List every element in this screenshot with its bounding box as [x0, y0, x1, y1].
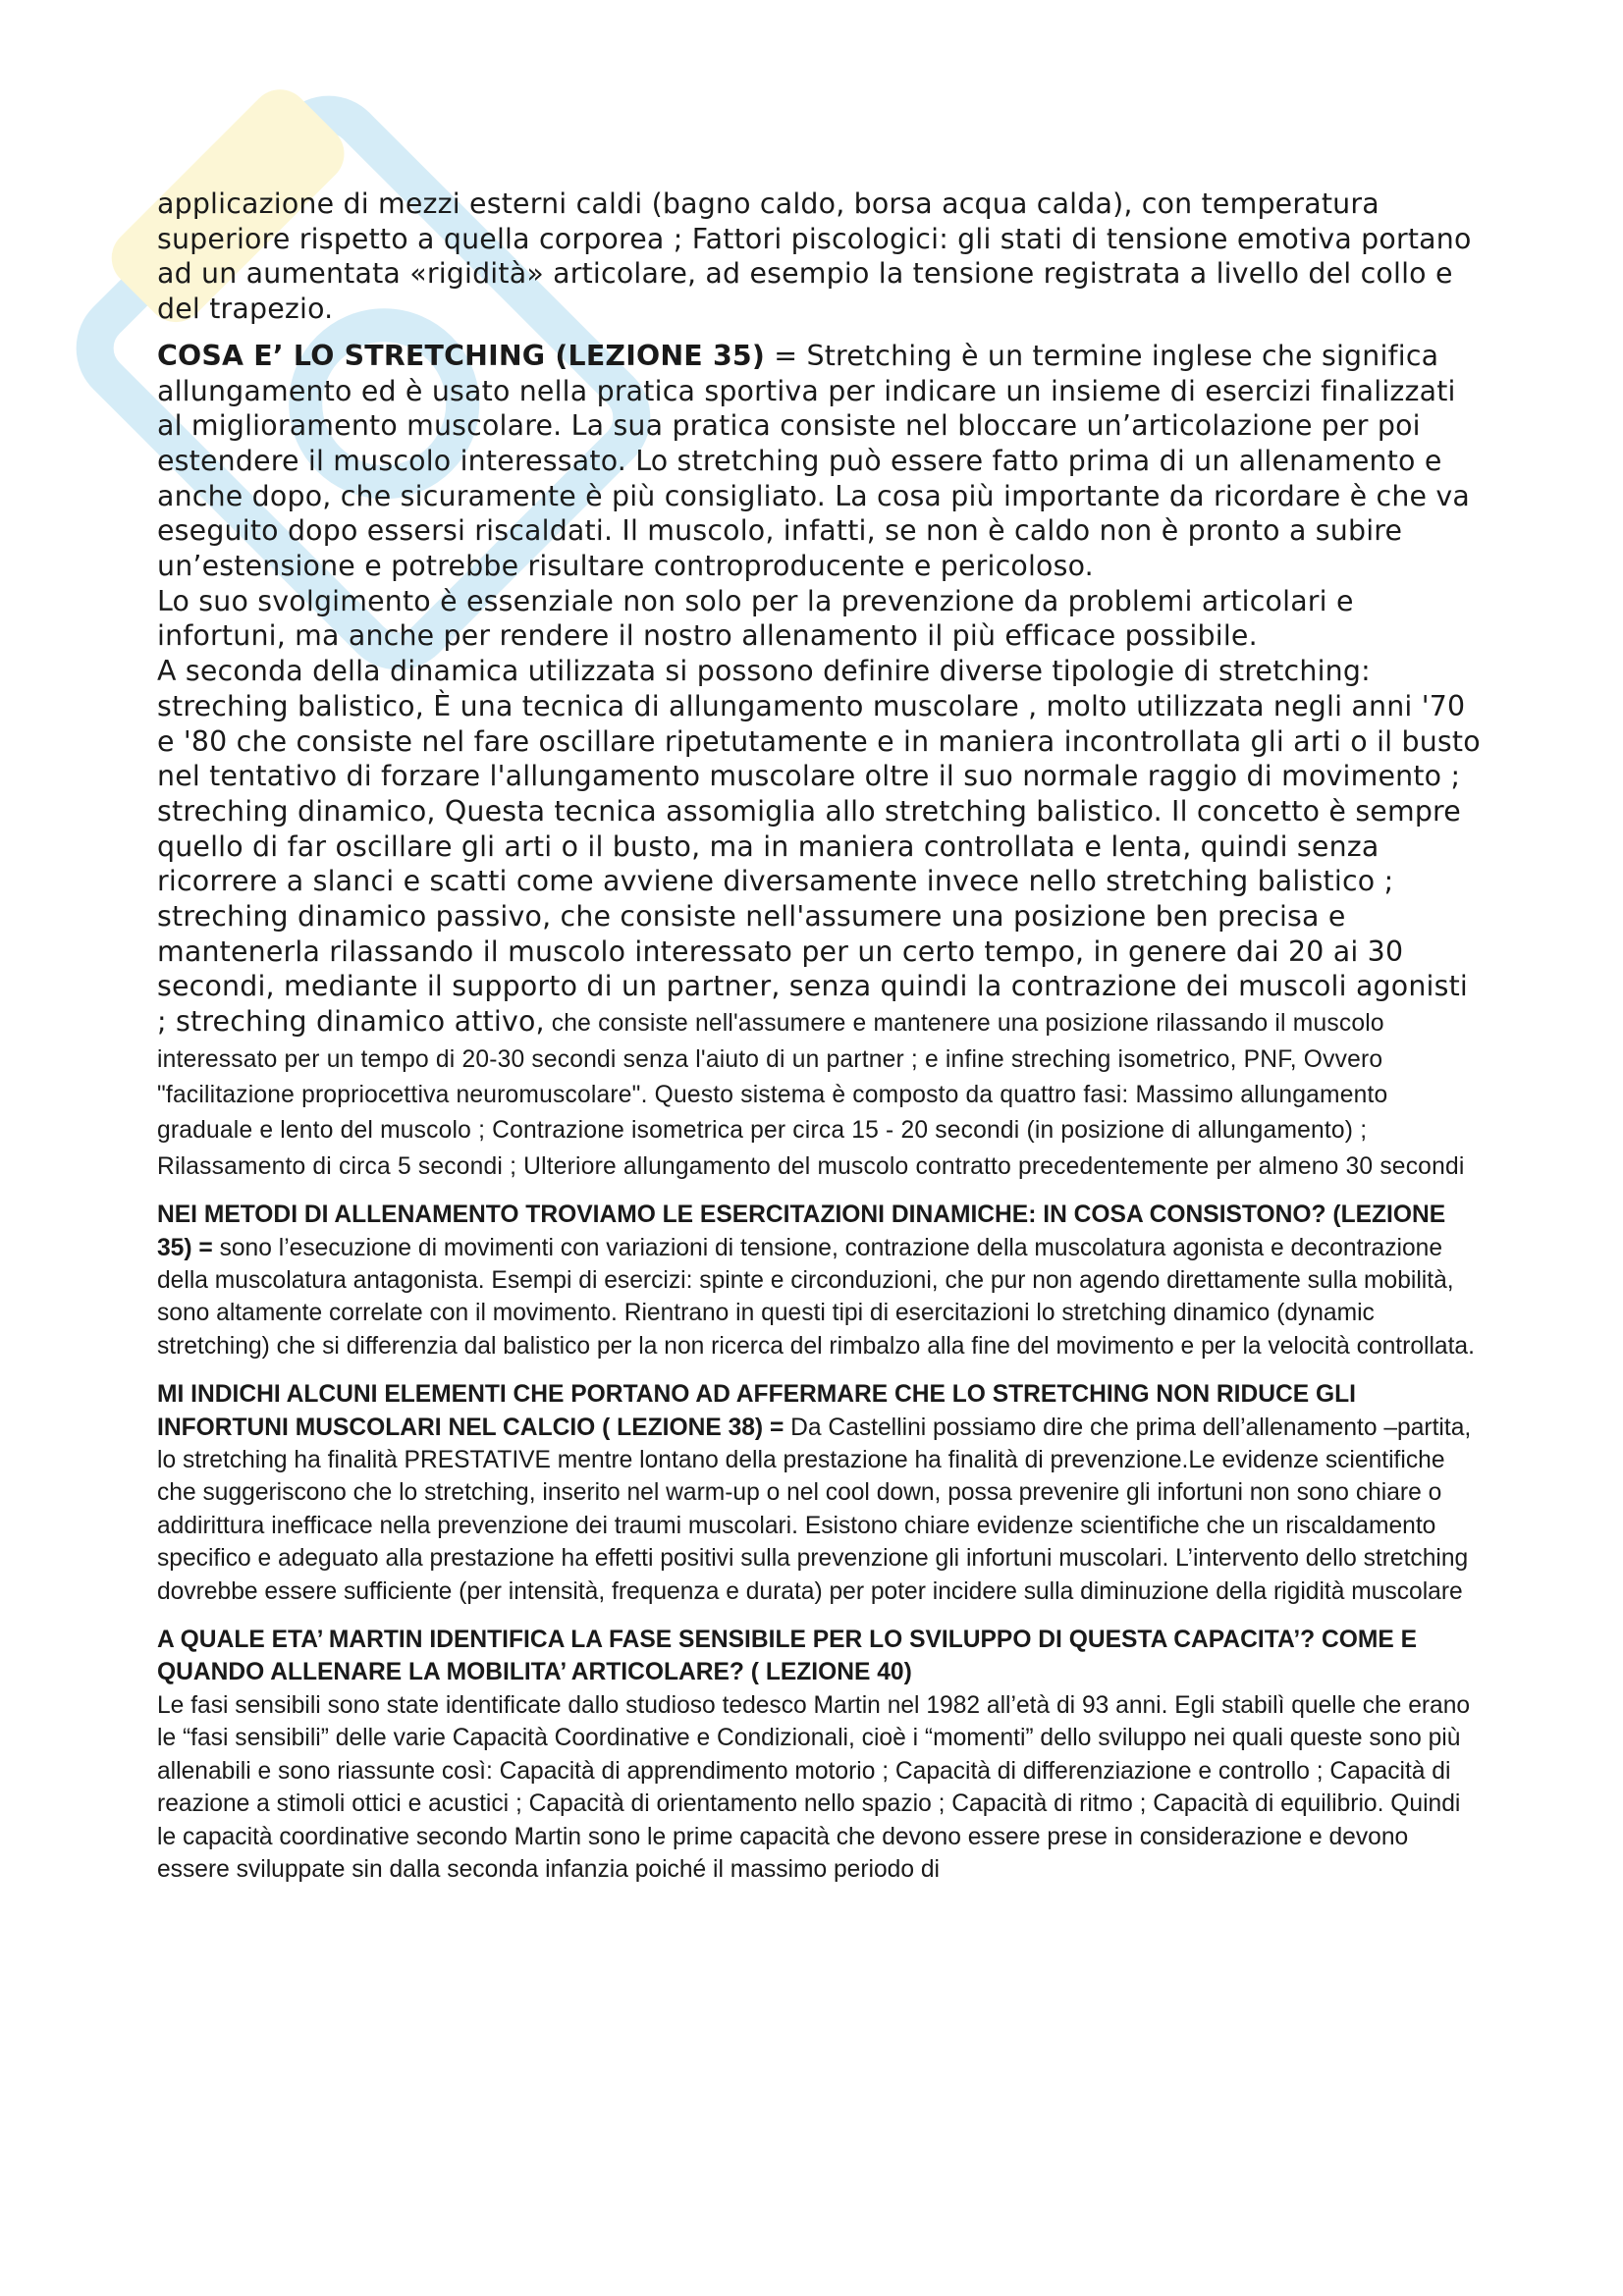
- stretching-para-3: [157, 654, 1483, 1183]
- dynamic-exercises-heading: NEI METODI DI ALLENAMENTO TROVIAMO LE ESERCITAZIONI DINAMICHE: IN COSA CONSISTONO? (LEZIONE 35) =: [157, 1201, 1446, 1261]
- stretching-section: [157, 339, 1483, 584]
- stretching-body: = Stretching è un termine inglese che significa allungamento ed è usato nella pratica sportiva per indicare un insieme di esercizi finalizzati al miglioramento muscolare. La sua pratica consiste nel bloccare un’articolazione per poi estendere il muscolo interessato. Lo stretching può essere fatto prima di un allenamento e anche dopo, che sicuramente è più consigliato. La cosa più importante da ricordare è che va eseguito dopo essersi riscaldati. Il muscolo, infatti, se non è caldo non è pronto a subire un’estensione e potrebbe risultare controproducente e pericoloso.: [157, 339, 1471, 583]
- stretching-para-2: Lo suo svolgimento è essenziale non solo per la prevenzione da problemi articolari e infortuni, ma anche per rendere il nostro allenamento il più efficace possibile.: [157, 584, 1354, 653]
- stretching-types-tail: che consiste nell'assumere e mantenere una posizione rilassando il muscolo interessato per un tempo di 20-30 secondi senza l'aiuto di un partner ; e infine streching isometrico, PNF, Ovvero "facilitazione propriocettiva neuromuscolare". Questo sistema è composto da quattro fasi: Massimo allungamento graduale e lento del muscolo ; Contrazione isometrica per circa 15 - 20 secondi (in posizione di allungamento) ; Rilassamento di circa 5 secondi ; Ulteriore allungamento del muscolo contratto precedentemente per almeno 30 secondi: [157, 1010, 1465, 1180]
- martin-body: Le fasi sensibili sono state identificate dallo studioso tedesco Martin nel 1982 all’età di 93 anni. Egli stabilì quelle che erano le “fasi sensibili” delle varie Capacità Coordinative e Condizionali, cioè i “momenti” dello sviluppo nei quali queste sono più allenabili e sono riassunte così: Capacità di apprendimento motorio ; Capacità di differenziazione e controllo ; Capacità di reazione a stimoli ottici e acustici ; Capacità di orientamento nello spazio ; Capacità di ritmo ; Capacità di equilibrio. Quindi le capacità coordinative secondo Martin sono le prime capacità che devono essere prese in considerazione e devono essere sviluppate sin dalla seconda infanzia poiché il massimo periodo di: [157, 1691, 1471, 1883]
- dynamic-exercises-section: [157, 1199, 1483, 1362]
- stretching-types-text: A seconda della dinamica utilizzata si possono definire diverse tipologie di stretching: streching balistico, È una tecnica di allungamento muscolare , molto utilizzata negli anni '70 e '80 che consiste nel fare oscillare ripetutamente e in maniera incontrollata gli arti o il busto nel tentativo di forzare l'allungamento muscolare oltre il suo normale raggio di movimento ; streching dinamico, Questa tecnica assomiglia allo stretching balistico. Il concetto è sempre quello di far oscillare gli arti o il busto, ma in maniera controllata e lenta, quindi senza ricorrere a slanci e scatti come avviene diversamente invece nello stretching balistico ; streching dinamico passivo, che consiste nell'assumere una posizione ben precisa e mantenerla rilassando il muscolo interessato per un certo tempo, in genere dai 20 ai 30 secondi, mediante il supporto di un partner, senza quindi la contrazione dei muscoli agonisti ; streching dinamico attivo,: [157, 655, 1481, 1039]
- document-page: [157, 187, 1483, 1886]
- dynamic-exercises-body: sono l’esecuzione di movimenti con variazioni di tensione, contrazione della muscolatura agonista e decontrazione della muscolatura antagonista. Esempi di esercizi: spinte e circonduzioni, che pur non agendo direttamente sulla mobilità, sono altamente correlate con il movimento. Rientrano in questi tipi di esercitazioni lo stretching dinamico (dynamic stretching) che si differenzia dal balistico per la non ricerca del rimbalzo alla fine del movimento e per la velocità controllata.: [157, 1234, 1475, 1360]
- injury-body: Da Castellini possiamo dire che prima dell’allenamento –partita, lo stretching ha finalità PRESTATIVE mentre lontano della prestazione ha finalità di prevenzione.Le evidenze scientifiche che suggeriscono che lo stretching, inserito nel warm-up o nel cool down, possa prevenire gli infortuni non sono chiare o addirittura inefficace nella prevenzione dei traumi muscolari. Esistono chiare evidenze scientifiche che un riscaldamento specifico e adeguato alla prestazione ha effetti positivi sulla prevenzione gli infortuni muscolari. L’intervento dello stretching dovrebbe essere sufficiente (per intensità, frequenza e durata) per poter incidere sulla diminuzione della rigidità muscolare: [157, 1414, 1472, 1605]
- stretching-heading: COSA E’ LO STRETCHING (LEZIONE 35): [157, 339, 766, 372]
- injury-section: [157, 1378, 1483, 1608]
- intro-paragraph: applicazione di mezzi esterni caldi (bagno caldo, borsa acqua calda), con temperatura superiore rispetto a quella corporea ; Fattori piscologici: gli stati di tensione emotiva portano ad un aumentata «rigidità» articolare, ad esempio la tensione registrata a livello del collo e del trapezio.: [157, 187, 1472, 326]
- injury-heading: MI INDICHI ALCUNI ELEMENTI CHE PORTANO AD AFFERMARE CHE LO STRETCHING NON RIDUCE GLI INFORTUNI MUSCOLARI NEL CALCIO ( LEZIONE 38) =: [157, 1381, 1357, 1441]
- martin-heading: A QUALE ETA’ MARTIN IDENTIFICA LA FASE SENSIBILE PER LO SVILUPPO DI QUESTA CAPACITA’? COME E QUANDO ALLENARE LA MOBILITA’ ARTICOLARE? ( LEZIONE 40): [157, 1627, 1418, 1686]
